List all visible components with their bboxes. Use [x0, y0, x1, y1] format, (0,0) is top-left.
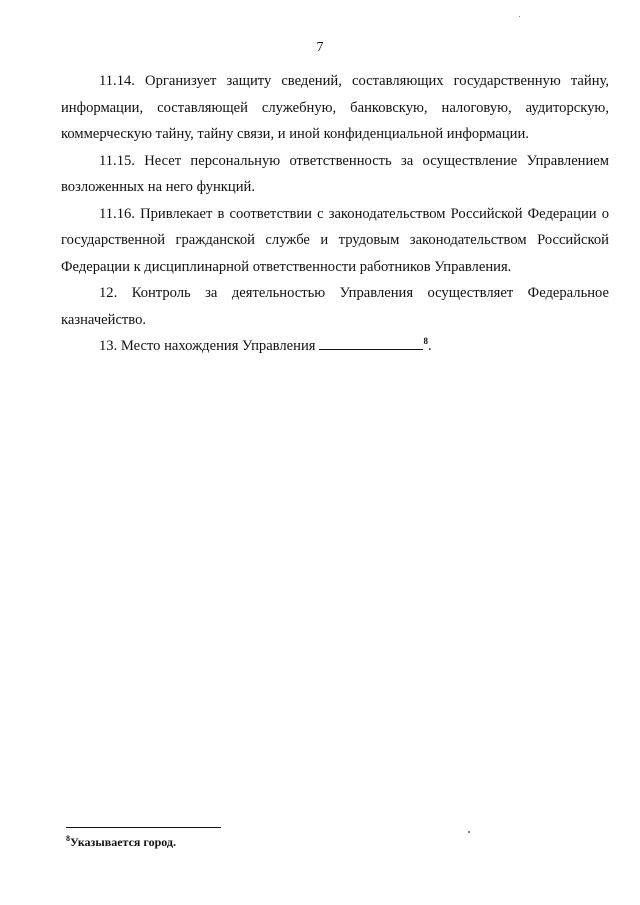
- footnote-reference: 8: [423, 336, 428, 347]
- page-number: 7: [316, 40, 324, 55]
- location-label: 13. Место нахождения Управления: [99, 338, 316, 354]
- scan-speck: [519, 16, 520, 17]
- footnote-marker: 8: [66, 834, 70, 843]
- scan-speck: [468, 831, 470, 833]
- footnote-separator: [66, 827, 221, 828]
- paragraph-11-16: 11.16. Привлекает в соответствии с законодательством Российской Федерации о государственной гражданской службе и трудовым законодательством Российской Федерации к дисциплинарной ответственности работников Управления.: [61, 205, 609, 275]
- footnote-text: Указывается город.: [70, 835, 176, 849]
- location-end-period: .: [427, 338, 432, 354]
- paragraph-12: 12. Контроль за деятельностью Управления осуществляет Федеральное казначейство.: [61, 285, 609, 328]
- footnote: [66, 835, 176, 850]
- paragraph-11-14: 11.14. Организует защиту сведений, составляющих государственную тайну, информации, составляющей служебную, банковскую, налоговую, аудиторскую, коммерческую тайну, тайну связи, и иной конфиденциальной информации.: [61, 73, 609, 142]
- document-body: [61, 68, 609, 360]
- location-blank-line: [319, 337, 423, 350]
- paragraph-13: [61, 333, 609, 360]
- paragraph-11-15: 11.15. Несет персональную ответственность за осуществление Управлением возложенных на него функций.: [61, 152, 609, 195]
